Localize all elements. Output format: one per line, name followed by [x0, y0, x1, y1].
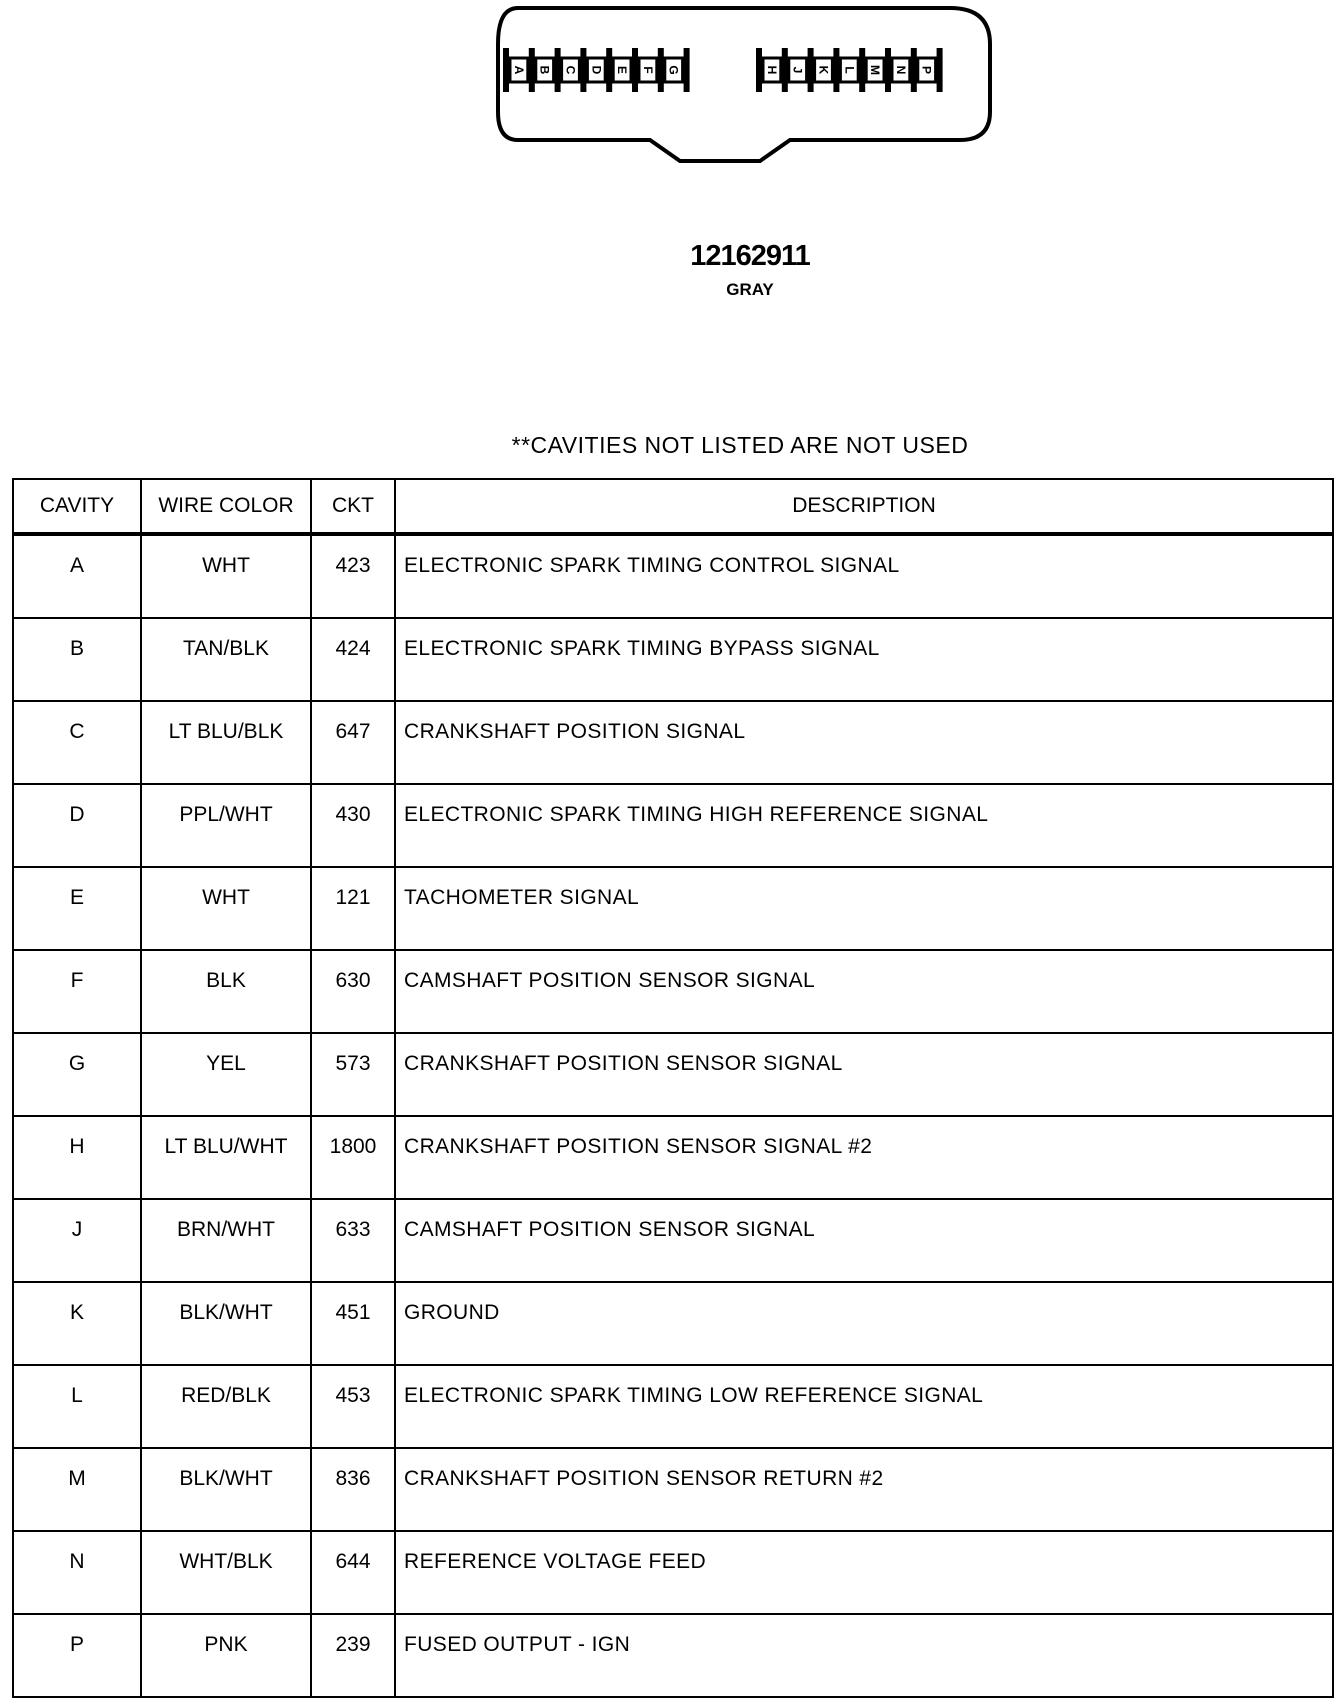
cavity-divider [911, 48, 917, 92]
cavity-divider [833, 48, 839, 92]
cell-cavity: F [13, 950, 141, 1033]
connector-color: GRAY [726, 280, 774, 299]
cell-wire-color: WHT/BLK [141, 1531, 311, 1614]
cell-ckt: 633 [311, 1199, 395, 1282]
cell-description: FUSED OUTPUT - IGN [395, 1614, 1333, 1697]
cavity-label: A [511, 65, 526, 75]
cavity-label: C [563, 65, 578, 75]
cell-wire-color: BLK/WHT [141, 1448, 311, 1531]
cavity-label: E [615, 65, 630, 75]
cell-wire-color: TAN/BLK [141, 618, 311, 701]
cavity-divider [503, 48, 509, 92]
table-row [13, 1282, 1333, 1365]
cavity-divider [632, 48, 638, 92]
table-row [13, 784, 1333, 867]
header-cavity: CAVITY [13, 479, 141, 534]
cavity-label: L [842, 66, 857, 74]
cavity-divider [885, 48, 891, 92]
table-row [13, 618, 1333, 701]
cavity-divider [684, 48, 690, 92]
cavity-label: B [537, 65, 552, 75]
table-header-row [13, 479, 1333, 534]
cavity-divider [808, 48, 814, 92]
cell-description: GROUND [395, 1282, 1333, 1365]
cavity-divider [555, 48, 561, 92]
cavity-divider [529, 48, 535, 92]
cell-cavity: H [13, 1116, 141, 1199]
table-row [13, 950, 1333, 1033]
header-description: DESCRIPTION [395, 479, 1333, 534]
cell-ckt: 630 [311, 950, 395, 1033]
cell-cavity: K [13, 1282, 141, 1365]
pinout-table [12, 478, 1334, 1698]
cell-ckt: 453 [311, 1365, 395, 1448]
cell-wire-color: PPL/WHT [141, 784, 311, 867]
cell-description: CRANKSHAFT POSITION SENSOR SIGNAL [395, 1033, 1333, 1116]
cell-description: CAMSHAFT POSITION SENSOR SIGNAL [395, 1199, 1333, 1282]
cell-description: ELECTRONIC SPARK TIMING BYPASS SIGNAL [395, 618, 1333, 701]
cavity-label: J [790, 66, 805, 74]
cell-wire-color: LT BLU/WHT [141, 1116, 311, 1199]
cell-cavity: J [13, 1199, 141, 1282]
table-row [13, 701, 1333, 784]
cell-description: REFERENCE VOLTAGE FEED [395, 1531, 1333, 1614]
table-row [13, 1531, 1333, 1614]
cell-description: ELECTRONIC SPARK TIMING HIGH REFERENCE SIGNAL [395, 784, 1333, 867]
cell-cavity: A [13, 534, 141, 618]
cavities-note: **CAVITIES NOT LISTED ARE NOT USED [511, 432, 969, 458]
cell-wire-color: BLK/WHT [141, 1282, 311, 1365]
cavity-divider [859, 48, 865, 92]
cell-cavity: N [13, 1531, 141, 1614]
cell-cavity: B [13, 618, 141, 701]
cell-wire-color: BRN/WHT [141, 1199, 311, 1282]
cell-description: CAMSHAFT POSITION SENSOR SIGNAL [395, 950, 1333, 1033]
cell-wire-color: WHT [141, 534, 311, 618]
cell-cavity: C [13, 701, 141, 784]
cell-cavity: L [13, 1365, 141, 1448]
cell-description: TACHOMETER SIGNAL [395, 867, 1333, 950]
cell-cavity: E [13, 867, 141, 950]
cell-wire-color: PNK [141, 1614, 311, 1697]
cavity-label: H [764, 65, 779, 75]
cell-description: ELECTRONIC SPARK TIMING CONTROL SIGNAL [395, 534, 1333, 618]
cavity-label: G [666, 65, 681, 75]
cell-wire-color: YEL [141, 1033, 311, 1116]
table-row [13, 1365, 1333, 1448]
table-row [13, 1448, 1333, 1531]
cavity-label: N [893, 65, 908, 75]
cell-wire-color: WHT [141, 867, 311, 950]
right-cavity-group [756, 48, 943, 92]
cell-wire-color: LT BLU/BLK [141, 701, 311, 784]
table-row [13, 534, 1333, 618]
left-cavity-group [503, 48, 690, 92]
cell-ckt: 836 [311, 1448, 395, 1531]
connector-diagram [490, 4, 1000, 170]
header-wire-color: WIRE COLOR [141, 479, 311, 534]
cell-ckt: 573 [311, 1033, 395, 1116]
header-ckt: CKT [311, 479, 395, 534]
table-row [13, 1033, 1333, 1116]
cell-description: CRANKSHAFT POSITION SENSOR SIGNAL #2 [395, 1116, 1333, 1199]
cell-ckt: 121 [311, 867, 395, 950]
cavity-divider [658, 48, 664, 92]
cavity-divider [782, 48, 788, 92]
cell-description: CRANKSHAFT POSITION SENSOR RETURN #2 [395, 1448, 1333, 1531]
cavity-label: K [816, 65, 831, 75]
cell-wire-color: BLK [141, 950, 311, 1033]
cavity-label: M [868, 65, 883, 75]
cavity-divider [580, 48, 586, 92]
cell-ckt: 647 [311, 701, 395, 784]
cavity-divider [756, 48, 762, 92]
cell-cavity: G [13, 1033, 141, 1116]
cell-ckt: 451 [311, 1282, 395, 1365]
table-row [13, 1614, 1333, 1697]
cavity-label: F [640, 66, 655, 74]
cell-wire-color: RED/BLK [141, 1365, 311, 1448]
cavity-divider [606, 48, 612, 92]
cell-ckt: 423 [311, 534, 395, 618]
cell-ckt: 430 [311, 784, 395, 867]
part-number: 12162911 [690, 240, 810, 272]
table-row [13, 1199, 1333, 1282]
cell-ckt: 1800 [311, 1116, 395, 1199]
cell-ckt: 644 [311, 1531, 395, 1614]
cell-description: CRANKSHAFT POSITION SIGNAL [395, 701, 1333, 784]
cavity-label: P [919, 65, 934, 75]
cell-ckt: 424 [311, 618, 395, 701]
cell-cavity: M [13, 1448, 141, 1531]
table-row [13, 1116, 1333, 1199]
table-row [13, 867, 1333, 950]
cell-cavity: P [13, 1614, 141, 1697]
cell-cavity: D [13, 784, 141, 867]
cell-description: ELECTRONIC SPARK TIMING LOW REFERENCE SIGNAL [395, 1365, 1333, 1448]
cavity-divider [937, 48, 943, 92]
cell-ckt: 239 [311, 1614, 395, 1697]
cavity-label: D [589, 65, 604, 75]
